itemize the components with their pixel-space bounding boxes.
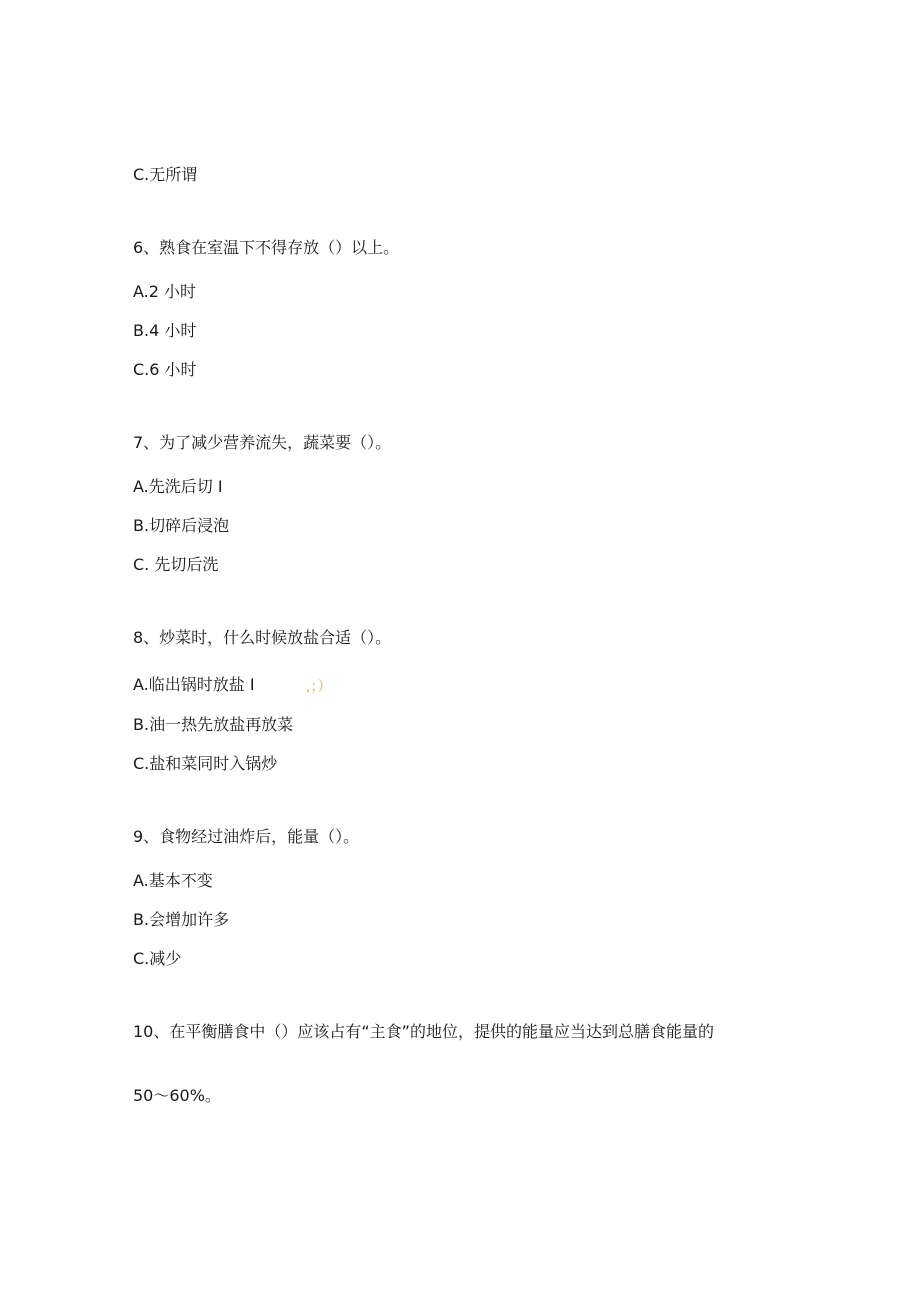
question-9-option-c: C.减少 [133, 949, 182, 968]
question-9-option-b: B.会增加许多 [133, 910, 230, 929]
question-10-continuation: 50～60%。 [133, 1086, 221, 1105]
question-7-option-b: B.切碎后浸泡 [133, 516, 230, 535]
option-c-prev: C.无所谓 [133, 165, 198, 184]
question-8-option-a: A.临出锅时放盐 I [133, 675, 255, 694]
question-10-text: 10、在平衡膳食中（）应该占有“主食”的地位，提供的能量应当达到总膳食能量的 [133, 1022, 714, 1041]
question-8-option-b: B.油一热先放盐再放菜 [133, 715, 294, 734]
question-8-text: 8、炒菜时，什么时候放盐合适（）。 [133, 628, 392, 647]
question-6-option-b: B.4 小时 [133, 321, 197, 340]
question-9-text: 9、食物经过油炸后，能量（）。 [133, 827, 360, 846]
question-6-option-c: C.6 小时 [133, 360, 197, 379]
question-9-option-a: A.基本不变 [133, 871, 213, 890]
question-7-option-c: C. 先切后洗 [133, 555, 219, 574]
question-7-text: 7、为了减少营养流失，蔬菜要（）。 [133, 433, 392, 452]
question-6-text: 6、熟食在室温下不得存放（）以上。 [133, 238, 400, 257]
question-7-option-a: A.先洗后切 I [133, 477, 223, 496]
question-8-option-c: C.盐和菜同时入锅炒 [133, 754, 278, 773]
question-6-option-a: A.2 小时 [133, 282, 197, 301]
stray-marks: ,；） [306, 679, 332, 695]
